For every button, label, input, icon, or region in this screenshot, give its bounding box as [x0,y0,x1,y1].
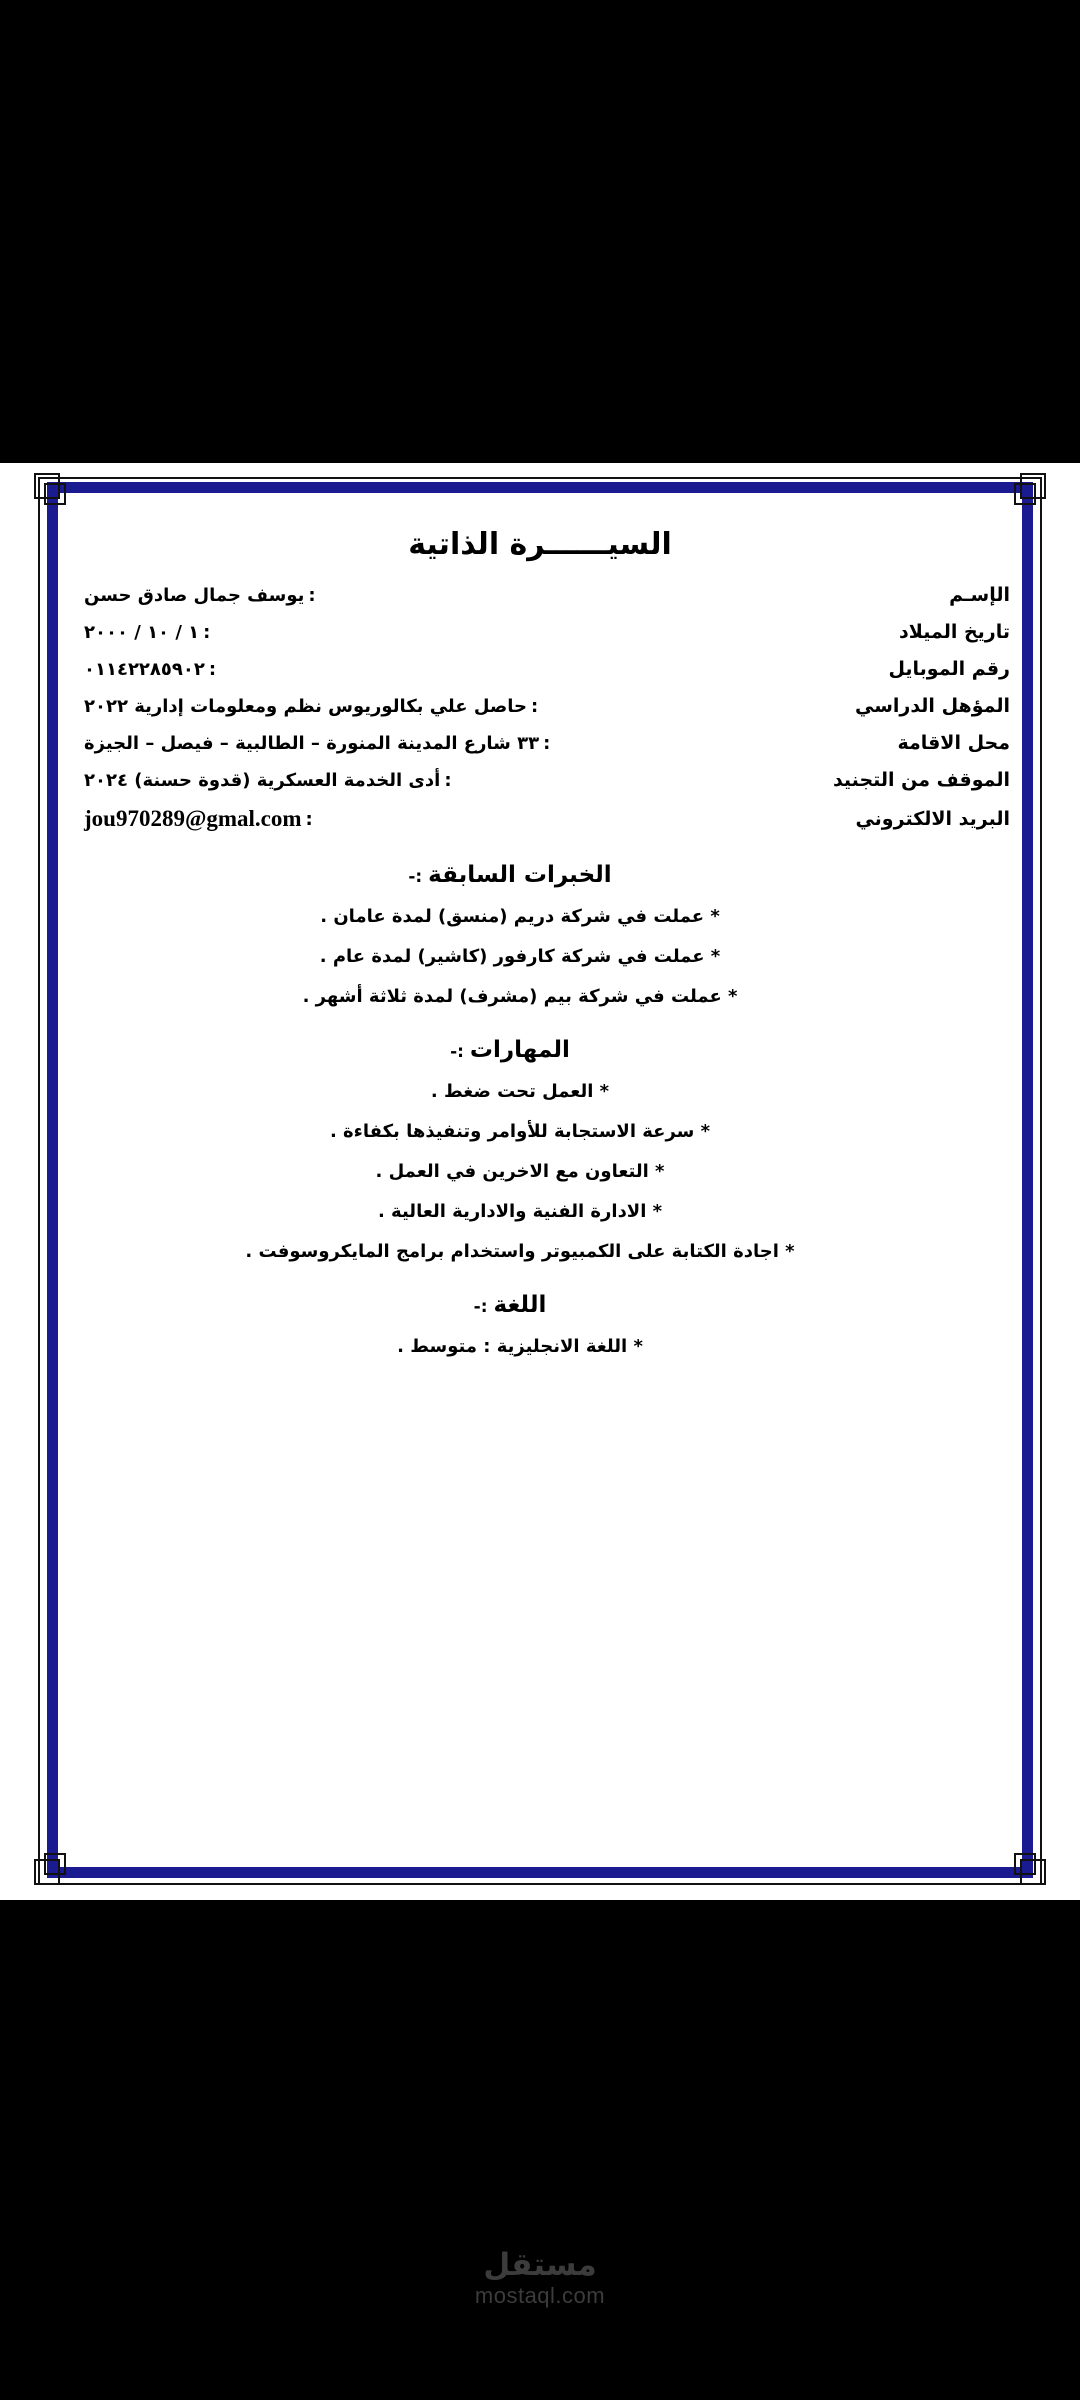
info-value-address-text: ٣٣ شارع المدينة المنورة – الطالبية – فيصل – الجيزة [84,733,540,754]
colon-separator: : [531,696,539,717]
info-value-birthdate-text: ١ / ١٠ / ٢٠٠٠ [84,622,200,643]
info-label-birthdate: تاريخ الميلاد [899,621,1010,643]
colon-separator: : [208,659,217,680]
mostaql-logo-arabic: مستقل [483,2247,597,2283]
info-value-address [70,733,788,754]
experience-list [70,906,1010,1007]
cv-title: السيــــــرة الذاتية [408,527,672,562]
colon-separator: : [543,733,551,754]
info-label-name: الإسـم [949,584,1010,606]
section-skills [70,1037,1010,1262]
frame-corner-inner-top-left [44,483,66,505]
info-value-name-text: يوسف جمال صادق حسن [84,585,305,606]
section-heading-dash: :- [450,1042,464,1062]
info-label-education: المؤهل الدراسي [854,695,1010,717]
info-row-education [70,695,1010,717]
info-value-education-text: حاصل علي بكالوريوس نظم ومعلومات إدارية ٢٠٢٢ [84,696,528,717]
info-label-military: الموقف من التجنيد [832,769,1010,791]
info-label-email: البريد الالكتروني [855,808,1010,830]
info-value-email-text: jou970289@gmal.com [84,806,302,831]
mostaql-logo-domain: mostaql.com [474,2283,606,2309]
section-heading-dash: :- [408,867,423,887]
list-item: * العمل تحت ضغط . [430,1081,610,1102]
section-heading-language-text: اللغة [493,1292,547,1318]
info-row-military [70,769,1010,791]
info-row-birthdate [70,621,1010,643]
frame-corner-inner-top-right [1014,483,1036,505]
info-row-address [70,732,1010,754]
colon-separator: : [444,770,452,791]
section-language [70,1292,1010,1357]
info-value-email [70,806,788,832]
frame-corner-inner-bottom-left [44,1853,66,1875]
section-heading-skills-text: المهارات [469,1037,570,1063]
section-heading-language [70,1292,1010,1318]
language-list [70,1336,1010,1357]
section-experience [70,862,1010,1007]
section-heading-experience-text: الخبرات السابقة [428,862,612,888]
list-item: * عملت في شركة دريم (منسق) لمدة عامان . [320,906,720,927]
info-value-name [70,585,788,606]
colon-separator: : [305,809,313,830]
personal-info-table [70,584,1010,832]
info-label-mobile: رقم الموبايل [888,658,1010,680]
section-heading-skills [70,1037,1010,1063]
info-row-mobile [70,658,1010,680]
info-value-mobile-text: ٠١١٤٢٢٨٥٩٠٢ [84,659,205,680]
frame-corner-inner-bottom-right [1014,1853,1036,1875]
section-heading-dash: :- [473,1297,488,1317]
info-value-education [70,696,788,717]
cv-document-body [70,505,1010,1860]
list-item: * اجادة الكتابة على الكمبيوتر واستخدام برامج المايكروسوفت . [245,1241,795,1262]
info-row-email [70,806,1010,832]
colon-separator: : [308,585,316,606]
info-value-military-text: أدى الخدمة العسكرية (قدوة حسنة) ٢٠٢٤ [84,770,441,791]
info-value-birthdate [70,622,788,643]
list-item: * التعاون مع الاخرين في العمل . [375,1161,665,1182]
list-item: * سرعة الاستجابة للأوامر وتنفيذها بكفاءة . [329,1121,711,1142]
info-label-address: محل الاقامة [897,732,1010,754]
list-item: * الادارة الفنية والادارية العالية . [377,1201,663,1222]
info-value-military [70,770,788,791]
list-item: * اللغة الانجليزية : متوسط . [397,1336,643,1357]
skills-list [70,1081,1010,1262]
list-item: * عملت في شركة كارفور (كاشير) لمدة عام . [319,946,721,967]
info-row-name [70,584,1010,606]
list-item: * عملت في شركة بيم (مشرف) لمدة ثلاثة أشهر . [302,986,738,1007]
section-heading-experience [70,862,1010,888]
colon-separator: : [203,622,211,643]
mostaql-watermark [0,2248,1080,2310]
info-value-mobile [70,659,788,680]
